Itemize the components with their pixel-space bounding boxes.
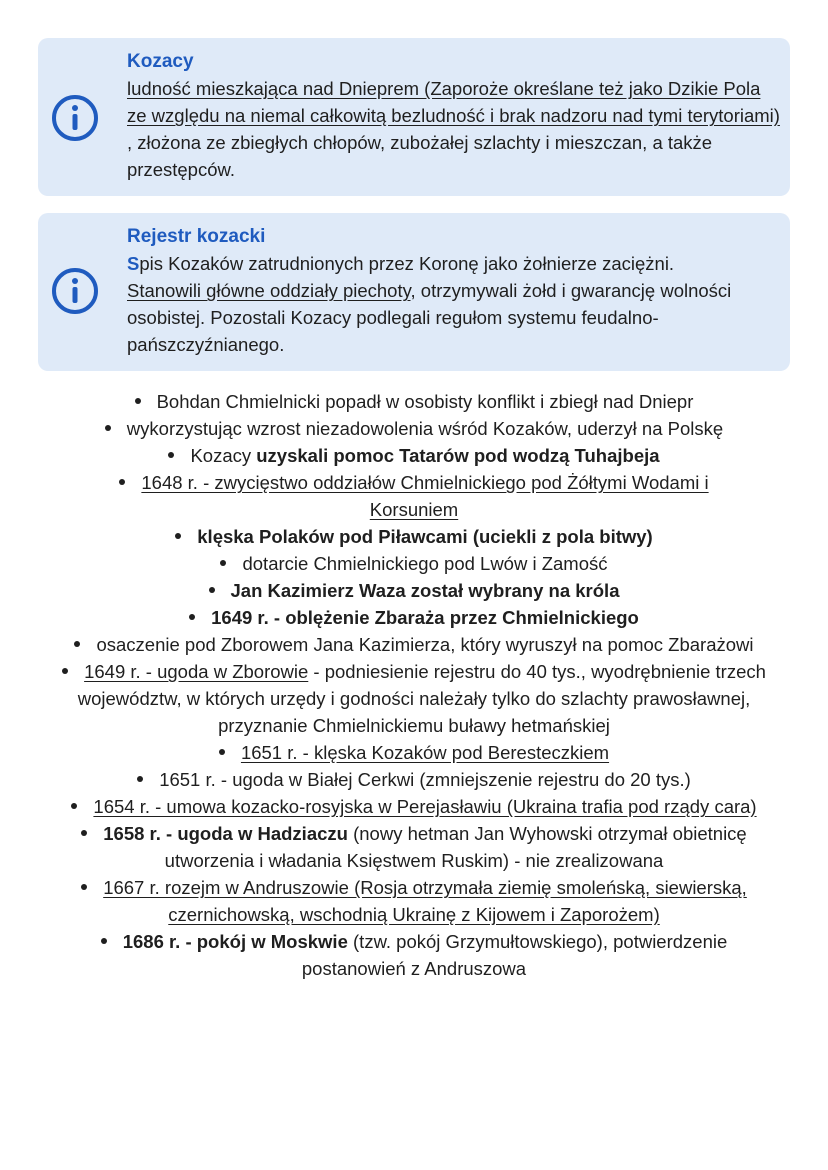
bullet-icon — [71, 803, 77, 809]
list-item: 1658 r. - ugoda w Hadziaczu (nowy hetman Jan Wyhowski otrzymał obietnicę utworzenia i władania Księstwem Ruskim) - nie zrealizowana — [38, 820, 790, 874]
bullet-icon — [209, 587, 215, 593]
bullet-icon — [219, 749, 225, 755]
info-box-body — [127, 75, 780, 183]
first-letter: S — [127, 253, 140, 274]
info-box-kozacy — [38, 38, 790, 196]
info-box-title: Kozacy — [127, 51, 194, 72]
events-list — [38, 388, 790, 982]
bullet-icon — [168, 452, 174, 458]
info-box-body — [127, 250, 780, 358]
info-icon — [50, 266, 100, 316]
definition-underlined: ludność mieszkająca nad Dnieprem (Zaporoże określane też jako Dzikie Pola ze względu na niemal całkowitą bezludność i brak nadzoru nad tymi terytoriami) — [127, 78, 780, 126]
bullet-icon — [74, 641, 80, 647]
list-item: wykorzystując wzrost niezadowolenia wśród Kozaków, uderzył na Polskę — [38, 415, 790, 442]
info-icon — [50, 93, 100, 143]
list-item: 1651 r. - ugoda w Białej Cerkwi (zmniejszenie rejestru do 20 tys.) — [38, 766, 790, 793]
bullet-icon — [81, 884, 87, 890]
list-item: 1654 r. - umowa kozacko-rosyjska w Perejasławiu (Ukraina trafia pod rządy cara) — [38, 793, 790, 820]
bullet-icon — [81, 830, 87, 836]
bullet-icon — [220, 560, 226, 566]
list-item: Bohdan Chmielnicki popadł w osobisty konflikt i zbiegł nad Dniepr — [38, 388, 790, 415]
list-item: 1651 r. - klęska Kozaków pod Beresteczkiem — [38, 739, 790, 766]
bullet-icon — [62, 668, 68, 674]
bullet-icon — [189, 614, 195, 620]
info-box-text — [127, 48, 780, 183]
definition-line: pis Kozaków zatrudnionych przez Koronę jako żołnierze zaciężni. — [139, 253, 675, 274]
info-box-text — [127, 223, 780, 358]
bullet-icon — [119, 479, 125, 485]
list-item: 1667 r. rozejm w Andruszowie (Rosja otrzymała ziemię smoleńską, siewierską, czernichowską, wschodnią Ukrainę z Kijowem i Zaporożem) — [38, 874, 790, 928]
list-item: 1686 r. - pokój w Moskwie (tzw. pokój Grzymułtowskiego), potwierdzenie postanowień z Andruszowa — [38, 928, 790, 982]
list-item: Jan Kazimierz Waza został wybrany na króla — [38, 577, 790, 604]
info-box-title: Rejestr kozacki — [127, 226, 266, 247]
definition-rest: , złożona ze zbiegłych chłopów, zubożałej szlachty i mieszczan, a także przestępców. — [127, 132, 713, 180]
list-item: 1649 r. - ugoda w Zborowie - podniesienie rejestru do 40 tys., wyodrębnienie trzech województw, w których urzędy i godności należały tylko do szlachty prawosławnej, przyznanie Chmielnickiemu buławy hetmańskiej — [38, 658, 790, 739]
bullet-icon — [105, 425, 111, 431]
list-item: klęska Polaków pod Piławcami (uciekli z pola bitwy) — [38, 523, 790, 550]
list-item: osaczenie pod Zborowem Jana Kazimierza, który wyruszył na pomoc Zbarażowi — [18, 631, 810, 658]
bullet-icon — [135, 398, 141, 404]
definition-rest: , otrzymywali żołd i gwarancję wolności osobistej. Pozostali Kozacy podlegali regułom systemu feudalno-pańszczyźnianego. — [127, 280, 732, 355]
list-item: dotarcie Chmielnickiego pod Lwów i Zamość — [38, 550, 790, 577]
info-box-rejestr — [38, 213, 790, 371]
list-item: 1649 r. - oblężenie Zbaraża przez Chmielnickiego — [38, 604, 790, 631]
bullet-icon — [175, 533, 181, 539]
list-item: 1648 r. - zwycięstwo oddziałów Chmielnickiego pod Żółtymi Wodami i Korsuniem — [38, 469, 790, 523]
definition-underlined: Stanowili główne oddziały piechoty — [127, 280, 411, 301]
list-item: Kozacy uzyskali pomoc Tatarów pod wodzą Tuhajbeja — [38, 442, 790, 469]
bullet-icon — [137, 776, 143, 782]
bullet-icon — [101, 938, 107, 944]
